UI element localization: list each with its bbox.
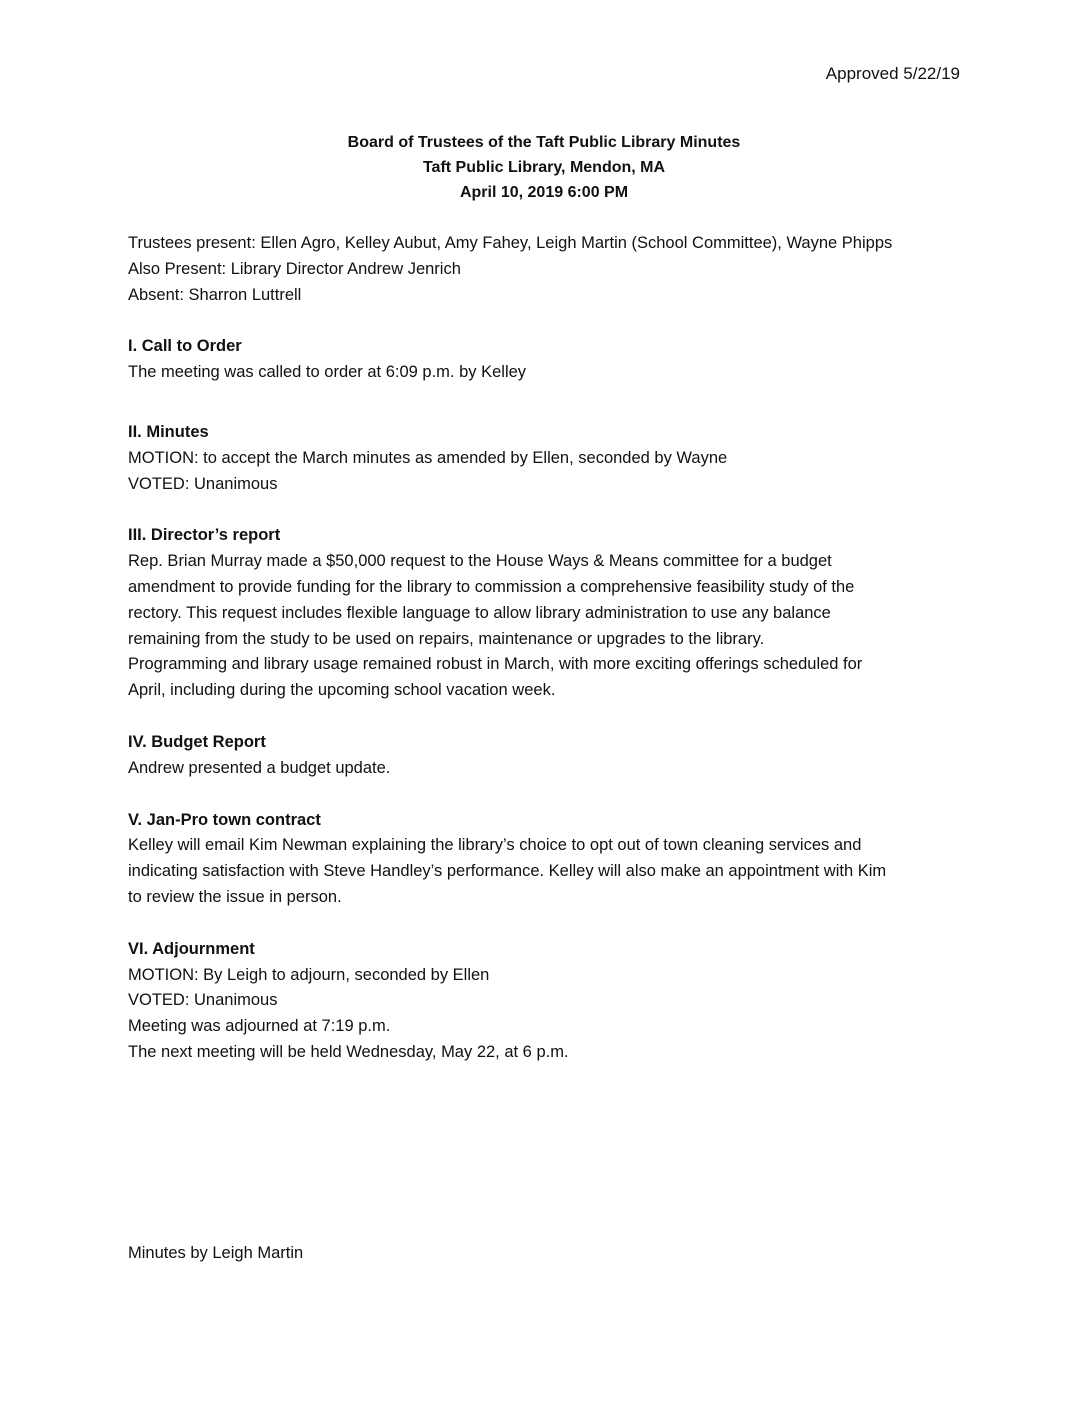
section-text: MOTION: to accept the March minutes as amended by Ellen, seconded by Wayne <box>128 448 728 467</box>
section-heading-budget-report: IV. Budget Report <box>128 732 266 751</box>
absent: Absent: Sharron Luttrell <box>128 285 302 304</box>
document-date: April 10, 2019 6:00 PM <box>459 184 629 201</box>
section-text: remaining from the study to be used on repairs, maintenance or upgrades to the library. <box>128 629 765 648</box>
section-heading-call-to-order: I. Call to Order <box>128 337 242 356</box>
section-heading-directors-report: III. Director’s report <box>128 526 281 545</box>
section-text: MOTION: By Leigh to adjourn, seconded by Ellen <box>128 965 490 984</box>
document-location: Taft Public Library, Mendon, MA <box>422 159 666 176</box>
section-text: to review the issue in person. <box>128 887 342 906</box>
section-text: Programming and library usage remained robust in March, with more exciting offerings scheduled for <box>128 655 863 674</box>
also-present: Also Present: Library Director Andrew Jenrich <box>128 259 461 278</box>
minutes-author: Minutes by Leigh Martin <box>128 1244 304 1262</box>
section-text: April, including during the upcoming school vacation week. <box>128 681 556 700</box>
section-text: VOTED: Unanimous <box>128 474 278 493</box>
approval-stamp: Approved 5/22/19 <box>825 64 960 83</box>
section-text: Rep. Brian Murray made a $50,000 request to the House Ways & Means committee for a budget <box>128 552 832 571</box>
section-text: Andrew presented a budget update. <box>128 758 391 777</box>
section-text: The next meeting will be held Wednesday, May 22, at 6 p.m. <box>128 1042 569 1061</box>
section-text: rectory. This request includes flexible language to allow library administration to use any balance <box>128 603 831 622</box>
section-text: indicating satisfaction with Steve Handley’s performance. Kelley will also make an appointment with Kim <box>128 862 887 881</box>
minutes-body <box>128 231 968 1066</box>
section-text: Meeting was adjourned at 7:19 p.m. <box>128 1017 391 1036</box>
section-heading-adjournment: VI. Adjournment <box>128 939 255 958</box>
section-text: Kelley will email Kim Newman explaining the library’s choice to opt out of town cleaning services and <box>128 836 862 855</box>
section-heading-jan-pro-contract: V. Jan-Pro town contract <box>128 810 321 829</box>
document-title: Board of Trustees of the Taft Public Library Minutes <box>347 134 741 151</box>
section-text: VOTED: Unanimous <box>128 991 278 1010</box>
document-header <box>0 130 1088 205</box>
trustees-present: Trustees present: Ellen Agro, Kelley Aubut, Amy Fahey, Leigh Martin (School Committee), Wayne Phipps <box>128 234 893 252</box>
section-text: amendment to provide funding for the library to commission a comprehensive feasibility study of the <box>128 577 855 596</box>
section-heading-minutes: II. Minutes <box>128 422 209 441</box>
section-text: The meeting was called to order at 6:09 p.m. by Kelley <box>128 363 527 382</box>
